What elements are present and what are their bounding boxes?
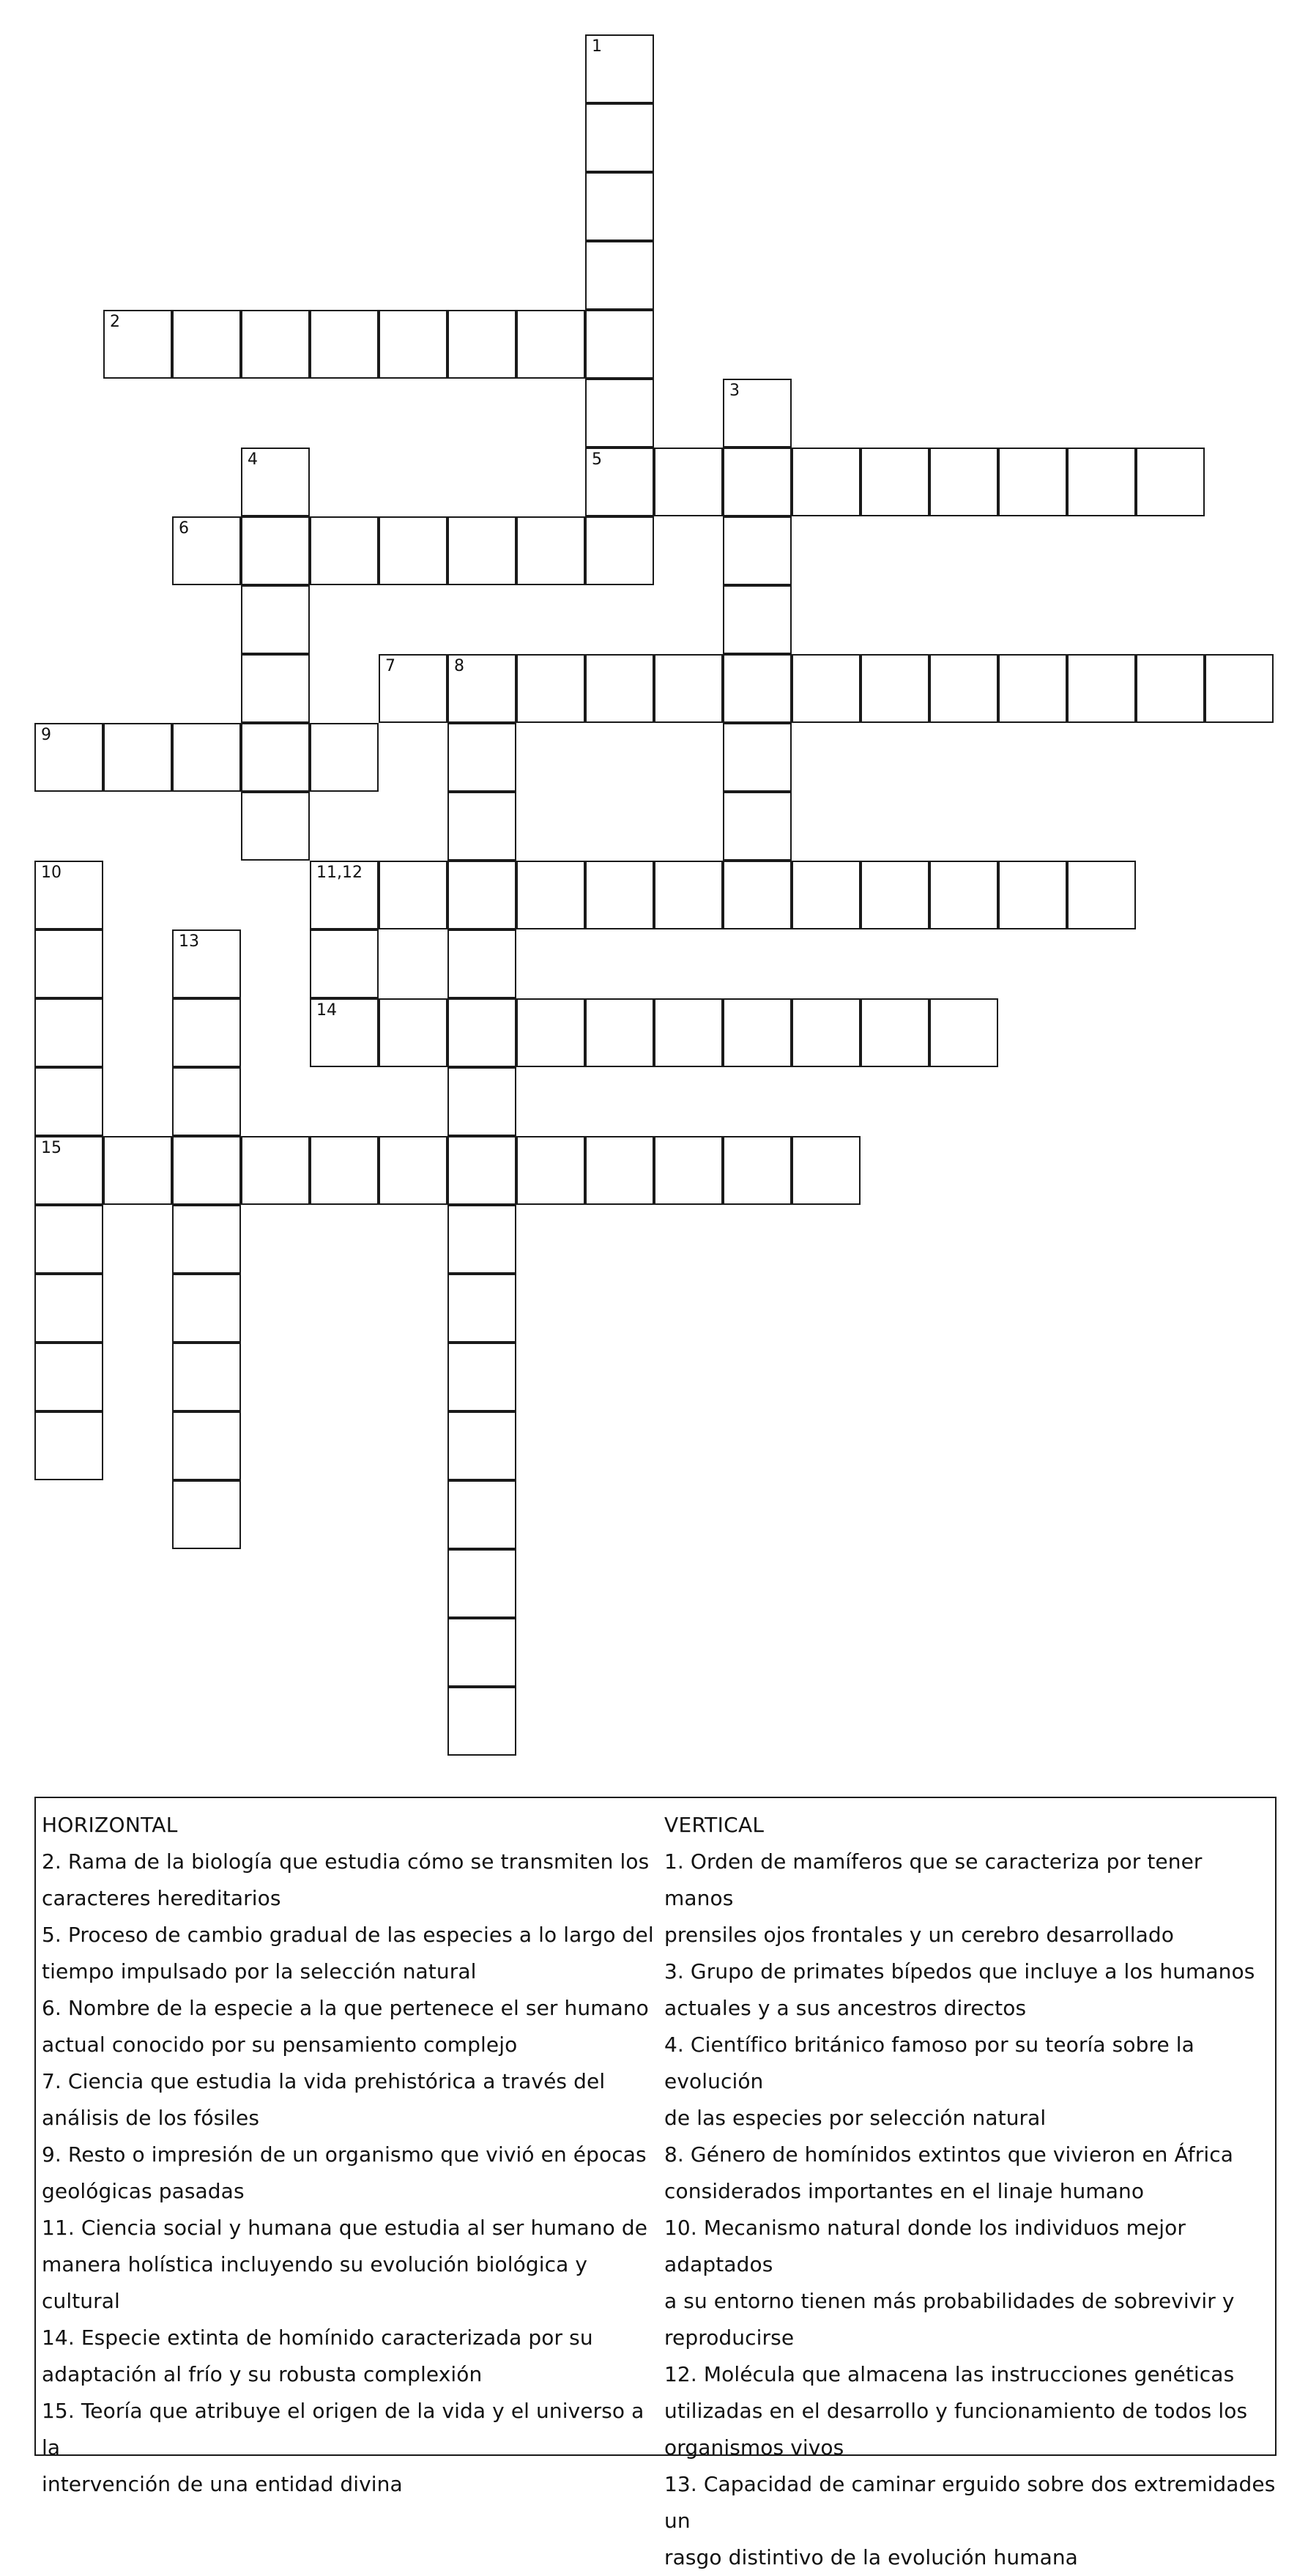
crossword-cell[interactable]: [447, 1411, 516, 1480]
clue-line: tiempo impulsado por la selección natural: [42, 1959, 477, 1983]
crossword-cell[interactable]: [516, 654, 585, 723]
crossword-cell[interactable]: [310, 1136, 379, 1205]
crossword-cell[interactable]: [585, 172, 654, 241]
crossword-cell[interactable]: [241, 792, 310, 861]
crossword-cell[interactable]: [34, 998, 103, 1067]
crossword-cell[interactable]: [723, 516, 792, 585]
clue-line: intervención de una entidad divina: [42, 2472, 403, 2496]
clue-number: 7: [385, 657, 395, 675]
crossword-cell[interactable]: [447, 1480, 516, 1549]
crossword-cell[interactable]: [379, 1136, 447, 1205]
crossword-cell[interactable]: [172, 1205, 241, 1274]
clue-number: 5: [592, 450, 602, 469]
crossword-cell[interactable]: [929, 654, 998, 723]
clue-line: considerados importantes en el linaje humano: [664, 2179, 1145, 2203]
clue-line: 11. Ciencia social y humana que estudia al ser humano de: [42, 2216, 648, 2240]
crossword-cell[interactable]: [310, 723, 379, 792]
clue-line: manera holística incluyendo su evolución biológica y cultural: [42, 2252, 588, 2313]
clue-line: 8. Género de homínidos extintos que vivieron en África: [664, 2142, 1233, 2167]
crossword-cell[interactable]: [34, 1411, 103, 1480]
clue-line: 4. Científico británico famoso por su teoría sobre la evolución: [664, 2033, 1194, 2093]
crossword-cell[interactable]: [585, 998, 654, 1067]
crossword-cell[interactable]: [241, 585, 310, 654]
crossword-cell[interactable]: [34, 1136, 103, 1205]
crossword-cell[interactable]: [1205, 654, 1274, 723]
crossword-cell[interactable]: [379, 861, 447, 929]
crossword-cell[interactable]: [379, 998, 447, 1067]
crossword-cell[interactable]: [516, 998, 585, 1067]
clue-number: 14: [316, 1001, 337, 1020]
crossword-cell[interactable]: [34, 1067, 103, 1136]
clue-line: rasgo distintivo de la evolución humana: [664, 2545, 1078, 2569]
crossword-cell[interactable]: [310, 516, 379, 585]
crossword-cell[interactable]: [379, 516, 447, 585]
crossword-cell[interactable]: [654, 1136, 723, 1205]
crossword-cell[interactable]: [1067, 448, 1136, 516]
crossword-cell[interactable]: [172, 1480, 241, 1549]
crossword-cell[interactable]: [447, 654, 516, 723]
clue-line: reproducirse: [664, 2326, 795, 2350]
crossword-cell[interactable]: [585, 448, 654, 516]
crossword-cell[interactable]: [447, 861, 516, 929]
clue-line: adaptación al frío y su robusta complexión: [42, 2362, 483, 2386]
crossword-cell[interactable]: [34, 861, 103, 929]
clue-line: 15. Teoría que atribuye el origen de la vida y el universo a la: [42, 2399, 644, 2460]
crossword-cell[interactable]: [1067, 861, 1136, 929]
crossword-cell[interactable]: [172, 310, 241, 379]
crossword-cell[interactable]: [241, 310, 310, 379]
clue-line: 12. Molécula que almacena las instrucciones genéticas: [664, 2362, 1235, 2386]
crossword-cell[interactable]: [792, 1136, 861, 1205]
clue-line: 14. Especie extinta de homínido caracterizada por su: [42, 2326, 593, 2350]
crossword-cell[interactable]: [447, 1618, 516, 1687]
crossword-cell[interactable]: [379, 654, 447, 723]
crossword-cell[interactable]: [241, 723, 310, 792]
crossword-cell[interactable]: [34, 1274, 103, 1343]
vertical-clues: [664, 1807, 1277, 2576]
crossword-cell[interactable]: [241, 654, 310, 723]
crossword-cell[interactable]: [172, 1274, 241, 1343]
crossword-cell[interactable]: [172, 516, 241, 585]
crossword-cell[interactable]: [447, 929, 516, 998]
crossword-cell[interactable]: [998, 861, 1067, 929]
crossword-cell[interactable]: [310, 929, 379, 998]
crossword-cell[interactable]: [172, 1411, 241, 1480]
clue-number: 10: [41, 864, 62, 882]
crossword-cell[interactable]: [861, 448, 929, 516]
clue-line: 13. Capacidad de caminar erguido sobre dos extremidades un: [664, 2472, 1276, 2533]
crossword-cell[interactable]: [516, 861, 585, 929]
clue-line: actuales y a sus ancestros directos: [664, 1996, 1027, 2020]
crossword-cell[interactable]: [654, 654, 723, 723]
crossword-cell[interactable]: [447, 1067, 516, 1136]
crossword-cell[interactable]: [310, 998, 379, 1067]
crossword-cell[interactable]: [585, 654, 654, 723]
horizontal-heading: HORIZONTAL: [42, 1813, 178, 1837]
clue-line: 9. Resto o impresión de un organismo que vivió en épocas: [42, 2142, 647, 2167]
crossword-cell[interactable]: [172, 1343, 241, 1411]
clue-line: actual conocido por su pensamiento complejo: [42, 2033, 518, 2057]
crossword-cell[interactable]: [723, 723, 792, 792]
clue-number: 9: [41, 726, 51, 744]
crossword-cell[interactable]: [379, 310, 447, 379]
clue-number: 1: [592, 37, 602, 56]
crossword-cell[interactable]: [792, 998, 861, 1067]
clue-line: de las especies por selección natural: [664, 2106, 1047, 2130]
crossword-cell[interactable]: [654, 448, 723, 516]
crossword-cell[interactable]: [723, 861, 792, 929]
crossword-cell[interactable]: [585, 103, 654, 172]
clues-box: [34, 1797, 1277, 2569]
crossword-cell[interactable]: [792, 654, 861, 723]
crossword-cell[interactable]: [1136, 654, 1205, 723]
clue-number: 6: [179, 519, 189, 538]
crossword-cell[interactable]: [34, 723, 103, 792]
crossword-cell[interactable]: [723, 585, 792, 654]
crossword-cell[interactable]: [861, 654, 929, 723]
horizontal-clues: [42, 1807, 658, 2503]
crossword-cell[interactable]: [861, 861, 929, 929]
crossword-cell[interactable]: [723, 379, 792, 448]
crossword-cell[interactable]: [654, 998, 723, 1067]
crossword-cell[interactable]: [585, 241, 654, 310]
crossword-cell[interactable]: [447, 998, 516, 1067]
crossword-cell[interactable]: [516, 516, 585, 585]
crossword-cell[interactable]: [310, 310, 379, 379]
crossword-cell[interactable]: [585, 310, 654, 379]
crossword-cell[interactable]: [172, 929, 241, 998]
crossword-cell[interactable]: [447, 1687, 516, 1756]
crossword-cell[interactable]: [998, 654, 1067, 723]
crossword-cell[interactable]: [585, 516, 654, 585]
crossword-cell[interactable]: [310, 861, 379, 929]
crossword-cell[interactable]: [172, 1067, 241, 1136]
clue-line: prensiles ojos frontales y un cerebro desarrollado: [664, 1923, 1175, 1947]
crossword-cell[interactable]: [447, 310, 516, 379]
crossword-cell[interactable]: [1136, 448, 1205, 516]
crossword-cell[interactable]: [723, 654, 792, 723]
clue-number: 4: [248, 450, 258, 469]
crossword-cell[interactable]: [447, 516, 516, 585]
crossword-cell[interactable]: [585, 379, 654, 448]
crossword-cell[interactable]: [103, 310, 172, 379]
crossword-cell[interactable]: [241, 516, 310, 585]
crossword-cell[interactable]: [516, 310, 585, 379]
crossword-cell[interactable]: [585, 1136, 654, 1205]
clue-number: 8: [454, 657, 464, 675]
crossword-cell[interactable]: [929, 448, 998, 516]
clue-line: 5. Proceso de cambio gradual de las especies a lo largo del: [42, 1923, 654, 1947]
crossword-cell[interactable]: [447, 723, 516, 792]
clue-line: caracteres hereditarios: [42, 1886, 281, 1910]
vertical-heading: VERTICAL: [664, 1813, 765, 1837]
crossword-cell[interactable]: [103, 723, 172, 792]
clue-number: 11,12: [316, 864, 363, 882]
crossword-cell[interactable]: [34, 1205, 103, 1274]
crossword-cell[interactable]: [998, 448, 1067, 516]
clue-line: 6. Nombre de la especie a la que pertenece el ser humano: [42, 1996, 649, 2020]
clue-number: 2: [110, 313, 120, 331]
crossword-cell[interactable]: [447, 1549, 516, 1618]
crossword-cell[interactable]: [172, 998, 241, 1067]
crossword-cell[interactable]: [929, 998, 998, 1067]
crossword-cell[interactable]: [723, 998, 792, 1067]
clue-number: 3: [729, 382, 740, 400]
clue-number: 15: [41, 1139, 62, 1157]
crossword-cell[interactable]: [241, 448, 310, 516]
crossword-cell[interactable]: [172, 1136, 241, 1205]
clue-line: geológicas pasadas: [42, 2179, 245, 2203]
crossword-cell[interactable]: [447, 1205, 516, 1274]
crossword-cell[interactable]: [654, 861, 723, 929]
crossword-cell[interactable]: [34, 1343, 103, 1411]
crossword-cell[interactable]: [447, 1136, 516, 1205]
clue-line: 3. Grupo de primates bípedos que incluye a los humanos: [664, 1959, 1255, 1983]
clue-line: 2. Rama de la biología que estudia cómo se transmiten los: [42, 1849, 650, 1874]
crossword-cell[interactable]: [447, 1343, 516, 1411]
crossword-cell[interactable]: [585, 34, 654, 103]
crossword-cell[interactable]: [447, 792, 516, 861]
clue-line: 1. Orden de mamíferos que se caracteriza por tener manos: [664, 1849, 1203, 1910]
clue-line: análisis de los fósiles: [42, 2106, 260, 2130]
crossword-cell[interactable]: [792, 861, 861, 929]
clue-line: utilizadas en el desarrollo y funcionamiento de todos los: [664, 2399, 1248, 2423]
crossword-cell[interactable]: [723, 1136, 792, 1205]
clue-number: 13: [179, 932, 199, 951]
crossword-cell[interactable]: [792, 448, 861, 516]
clue-line: 10. Mecanismo natural donde los individuos mejor adaptados: [664, 2216, 1186, 2276]
crossword-cell[interactable]: [172, 723, 241, 792]
clue-line: organismos vivos: [664, 2435, 844, 2460]
crossword-cell[interactable]: [241, 1136, 310, 1205]
crossword-cell[interactable]: [447, 1274, 516, 1343]
crossword-cell[interactable]: [723, 792, 792, 861]
crossword-cell[interactable]: [516, 1136, 585, 1205]
crossword-cell[interactable]: [1067, 654, 1136, 723]
crossword-cell[interactable]: [929, 861, 998, 929]
clue-line: a su entorno tienen más probabilidades de sobrevivir y: [664, 2289, 1235, 2313]
crossword-cell[interactable]: [585, 861, 654, 929]
crossword-cell[interactable]: [103, 1136, 172, 1205]
clue-line: 7. Ciencia que estudia la vida prehistórica a través del: [42, 2069, 606, 2093]
crossword-cell[interactable]: [861, 998, 929, 1067]
crossword-cell[interactable]: [723, 448, 792, 516]
crossword-cell[interactable]: [34, 929, 103, 998]
